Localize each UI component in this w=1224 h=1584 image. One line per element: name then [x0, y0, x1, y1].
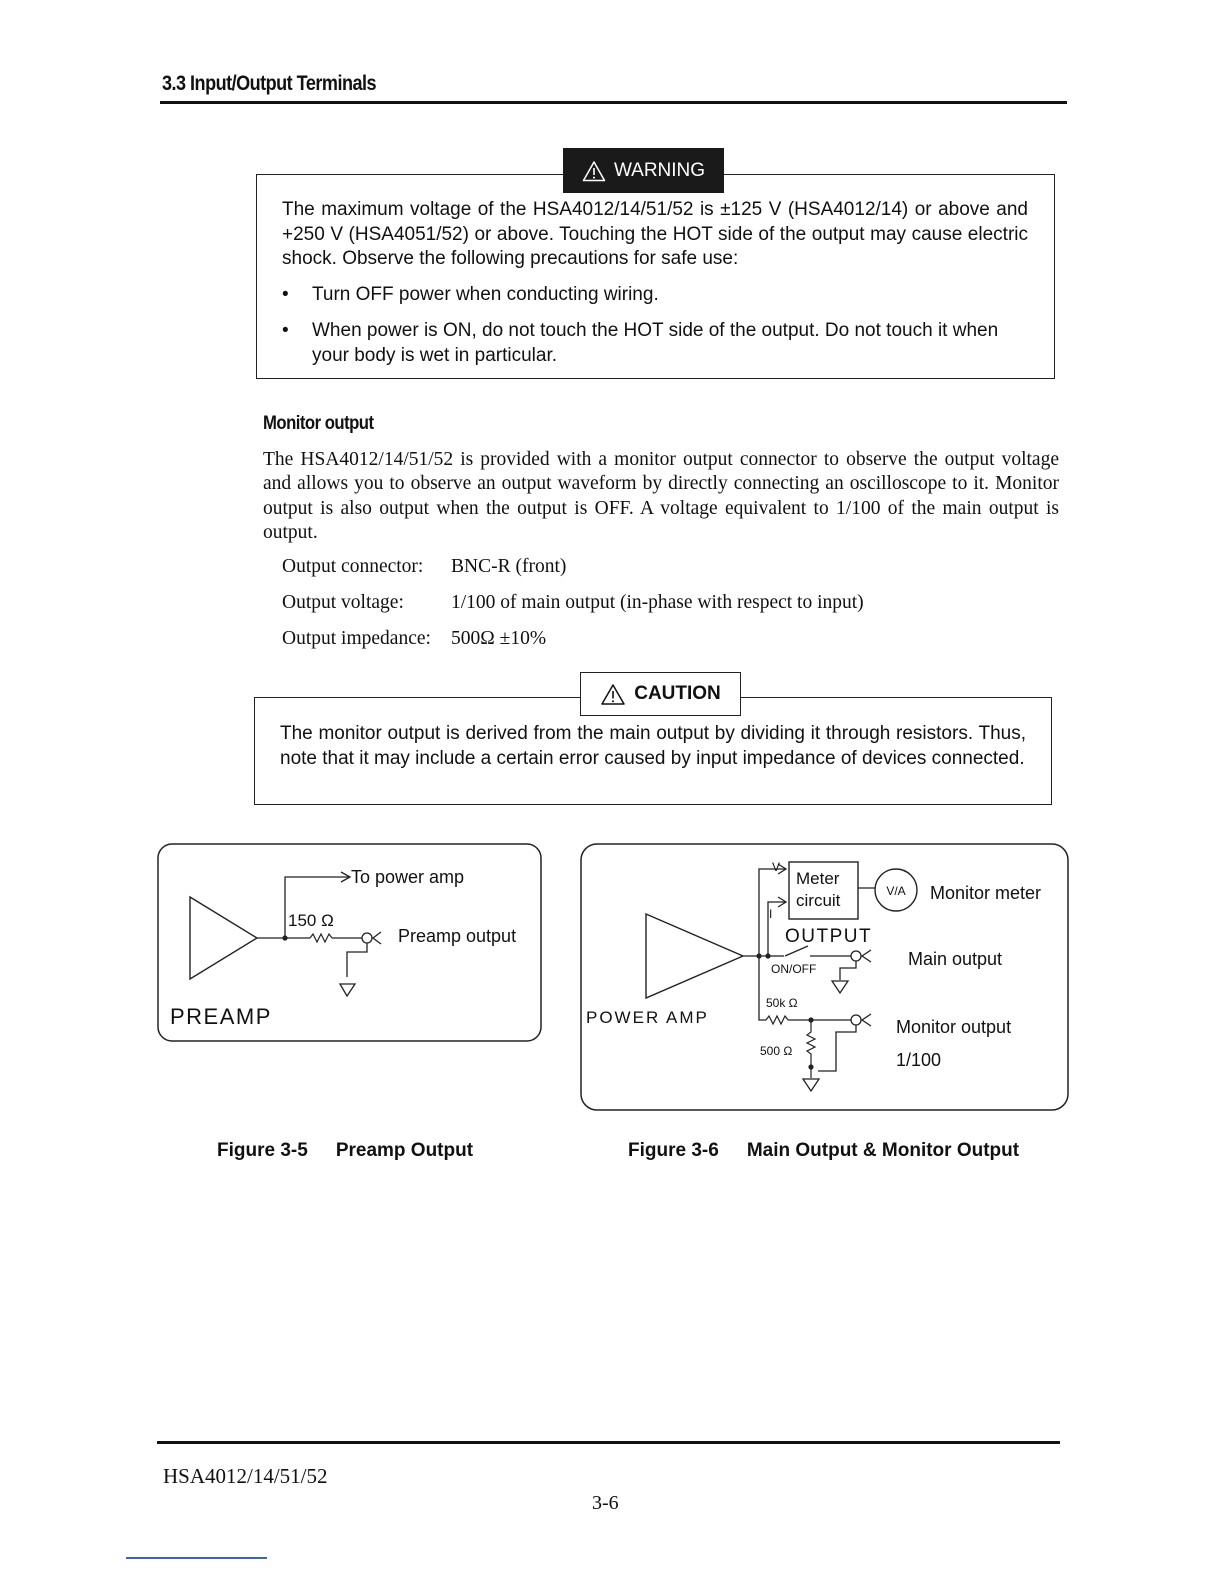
preamp-output-diagram — [155, 842, 545, 1045]
spec-label: Output impedance: — [282, 628, 431, 649]
monitor-output-label: Monitor output — [896, 1017, 1012, 1037]
warning-triangle-icon — [582, 160, 606, 182]
spec-label: Output connector: — [282, 556, 424, 577]
monitor-output-heading: Monitor output — [263, 413, 374, 434]
ground-icon — [340, 984, 355, 996]
monitor-meter-label: Monitor meter — [930, 883, 1042, 903]
figure-caption — [217, 1140, 473, 1162]
footer-model: HSA4012/14/51/52 — [163, 1464, 328, 1488]
meter-label: Meter — [796, 869, 840, 888]
warning-bullet-text: When power is ON, do not touch the HOT side of the output. Do not touch it when your body is wet in particular. — [312, 320, 999, 366]
figure-number: Figure 3-6 — [628, 1140, 719, 1161]
connector-symbol — [851, 951, 861, 961]
monitor-output-body: The HSA4012/14/51/52 is provided with a monitor output connector to observe the output voltage and allows you to observe an output waveform by directly connecting an oscilloscope to it. Monitor output is also output when the output is OFF. A voltage equivalent to 1/100 of the main output is output. — [263, 449, 1059, 544]
spec-value: 500Ω ±10% — [451, 628, 547, 649]
resistor-500-label: 500 Ω — [760, 1044, 793, 1058]
meter-symbol-label: V/A — [886, 884, 906, 898]
ground-icon — [832, 981, 848, 993]
resistor-symbol — [310, 934, 332, 942]
ratio-label: 1/100 — [896, 1050, 942, 1070]
figure-number: Figure 3-5 — [217, 1140, 308, 1161]
resistor-150-label: 150 Ω — [288, 911, 334, 930]
connector-symbol — [851, 1015, 861, 1025]
preamp-output-label: Preamp output — [398, 926, 517, 946]
amplifier-symbol — [646, 914, 743, 998]
spec-label: Output voltage: — [282, 592, 404, 613]
caution-triangle-icon — [600, 683, 626, 706]
caution-label-text: CAUTION — [634, 683, 721, 704]
warning-label-text: WARNING — [613, 159, 706, 181]
page-number: 3-6 — [592, 1492, 619, 1514]
warning-text: The maximum voltage of the HSA4012/14/51/52 is ±125 V (HSA4012/14) or above and +250 V (HSA4051/52) or above. Touching the HOT side of the output may cause electric shock. Observe the following precautions for safe use: — [282, 199, 1028, 269]
main-output-label: Main output — [908, 949, 1003, 969]
figure-title: Preamp Output — [335, 1140, 474, 1161]
spec-value: BNC-R (front) — [451, 556, 567, 577]
preamp-block-label: PREAMP — [170, 1004, 272, 1029]
output-label: OUTPUT — [785, 926, 873, 947]
section-divider — [160, 101, 1067, 104]
figure-title: Main Output & Monitor Output — [746, 1140, 1020, 1161]
ground-icon — [803, 1079, 819, 1091]
connector-symbol — [362, 933, 372, 943]
caution-text: The monitor output is derived from the main output by dividing it through resistors. Thus, note that it may include a certain error caused by input impedance of devices connected. — [280, 723, 1026, 769]
switch-symbol — [785, 946, 808, 956]
spec-value: 1/100 of main output (in-phase with respect to input) — [451, 592, 864, 613]
to-power-amp-label: To power amp — [351, 867, 465, 887]
warning-bullet-text: Turn OFF power when conducting wiring. — [312, 284, 659, 305]
power-amp-block-label: POWER AMP — [586, 1008, 709, 1027]
main-monitor-output-diagram — [578, 842, 1072, 1114]
figure-caption — [628, 1140, 1019, 1162]
bullet-dot: • — [282, 284, 289, 305]
on-off-label: ON/OFF — [771, 962, 817, 976]
current-label: I — [769, 907, 773, 921]
warning-label — [563, 148, 724, 193]
footer-divider — [157, 1441, 1060, 1444]
scan-artifact-line — [126, 1557, 267, 1559]
voltage-label: V — [772, 860, 781, 874]
bullet-dot: • — [282, 320, 289, 341]
amplifier-symbol — [190, 897, 257, 979]
resistor-50k-label: 50k Ω — [766, 996, 798, 1010]
caution-label — [580, 672, 741, 716]
section-heading: 3.3 Input/Output Terminals — [162, 72, 377, 95]
warning-bullet — [282, 319, 1028, 368]
resistor-symbol — [766, 1016, 788, 1024]
circuit-label: circuit — [796, 891, 841, 910]
warning-bullet — [282, 283, 1028, 308]
